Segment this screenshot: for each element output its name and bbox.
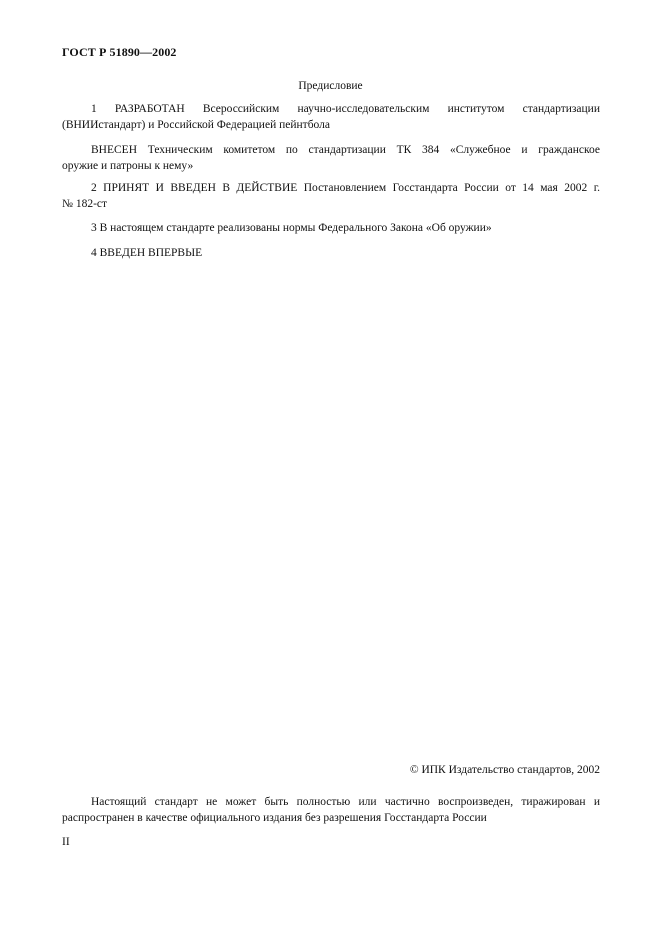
preface-item-submitted-line1: ВНЕСЕН Техническим комитетом по стандартизации ТК 384 «Служебное и гражданское — [91, 144, 600, 156]
preface-item-norms: 3 В настоящем стандарте реализованы нормы Федерального Закона «Об оружии» — [91, 222, 492, 234]
preface-item-developed — [62, 101, 600, 133]
preface-item-adopted-line2: № 182-ст — [62, 198, 108, 210]
reproduction-notice-line2: распространен в качестве официального издания без разрешения Госстандарта России — [62, 812, 487, 824]
copyright-notice: © ИПК Издательство стандартов, 2002 — [409, 764, 600, 776]
preface-item-submitted-line2: оружие и патроны к нему» — [62, 160, 194, 172]
preface-item-submitted — [62, 142, 600, 174]
reproduction-notice-line1: Настоящий стандарт не может быть полностью или частично воспроизведен, тиражирован и — [91, 796, 600, 808]
preface-title: Предисловие — [298, 80, 363, 92]
preface-item-adopted-line1: 2 ПРИНЯТ И ВВЕДЕН В ДЕЙСТВИЕ Постановлением Госстандарта России от 14 мая 2002 г. — [91, 182, 600, 194]
page-number: II — [62, 836, 70, 848]
preface-item-adopted — [62, 180, 600, 212]
reproduction-notice — [62, 794, 600, 826]
preface-item-developed-line1: 1 РАЗРАБОТАН Всероссийским научно-исследовательским институтом стандартизации — [91, 103, 600, 115]
preface-item-introduced: 4 ВВЕДЕН ВПЕРВЫЕ — [91, 247, 203, 259]
document-code: ГОСТ Р 51890—2002 — [62, 45, 177, 59]
preface-item-developed-line2: (ВНИИстандарт) и Российской Федерацией пейнтбола — [62, 119, 330, 131]
